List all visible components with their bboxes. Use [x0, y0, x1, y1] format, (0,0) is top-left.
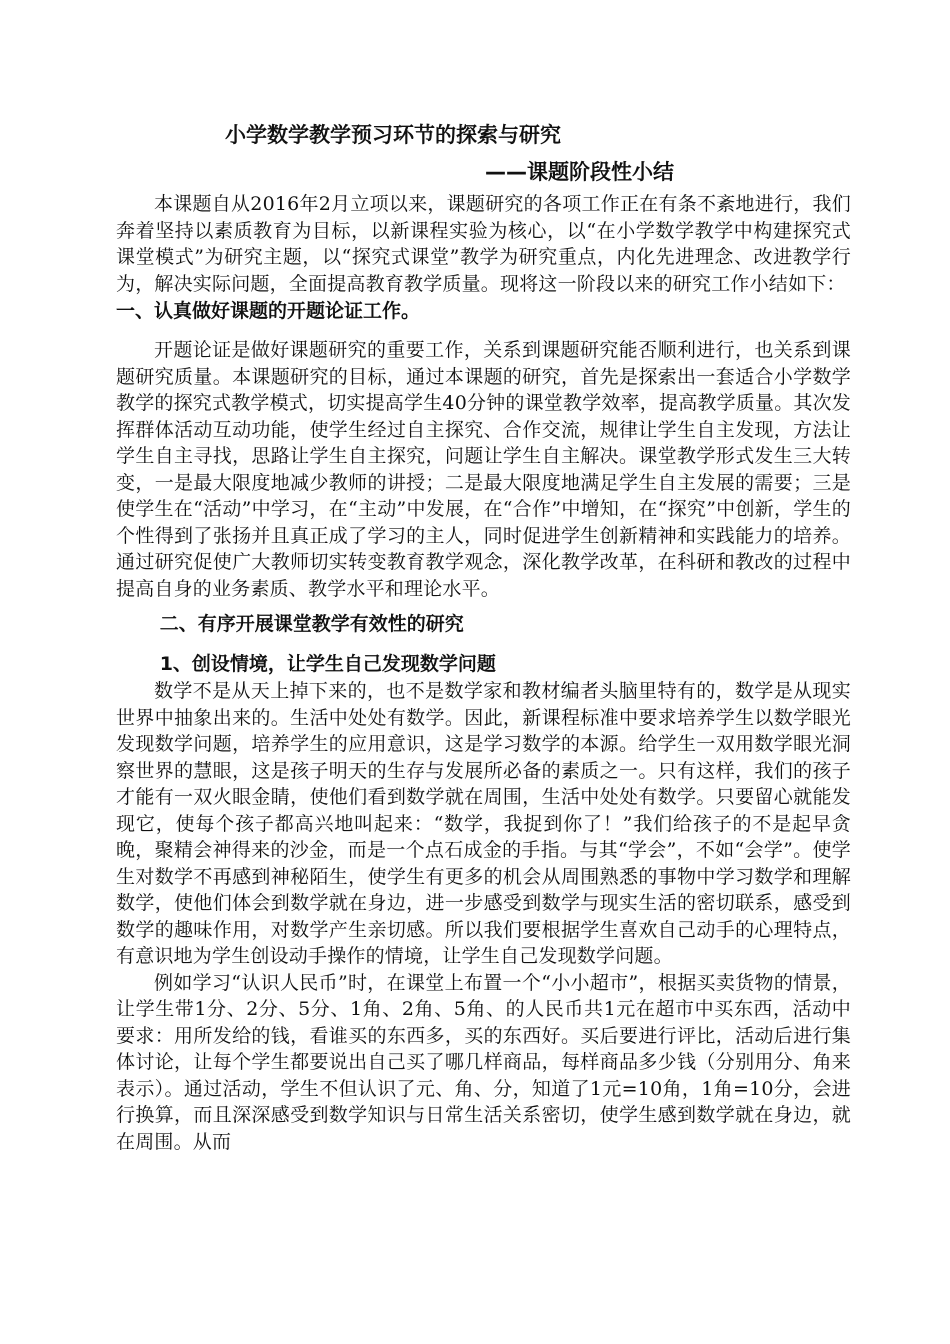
- document-title: 小学数学教学预习环节的探索与研究: [225, 123, 561, 147]
- intro-paragraph: 本课题自从2016年2月立项以来，课题研究的各项工作正在有条不紊地进行，我们奔着坚持以素质教育为目标，以新课程实验为核心，以“在小学数学教学中构建探究式课堂模式”为研究主题，以“探究式课堂”教学为研究重点，内化先进理念、改进教学行为，解决实际问题，全面提高教育教学质量。现将这一阶段以来的研究工作小结如下：: [116, 193, 851, 295]
- document-subtitle: ——课题阶段性小结: [485, 160, 674, 184]
- document-body: [116, 191, 851, 1155]
- subsection-1-paragraph: 数学不是从天上掉下来的，也不是数学家和教材编者头脑里特有的，数学是从现实世界中抽象出来的。生活中处处有数学。因此，新课程标准中要求培养学生以数学眼光发现数学问题，培养学生的应用意识，这是学习数学的本源。给学生一双用数学眼光洞察世界的慧眼，这是孩子明天的生存与发展所必备的素质之一。只有这样，我们的孩子才能有一双火眼金睛，使他们看到数学就在周围，生活中处处有数学。只要留心就能发现它，使每个孩子都高兴地叫起来：“数学，我捉到你了！”我们给孩子的不是起早贪晚，聚精会神得来的沙金，而是一个点石成金的手指。与其“学会”，不如“会学”。使学生对数学不再感到神秘陌生，使学生有更多的机会从周围熟悉的事物中学习数学和理解数学，使他们体会到数学就在身边，进一步感受到数学与现实生活的密切联系，感受到数学的趣味作用，对数学产生亲切感。所以我们要根据学生喜欢自己动手的心理特点，有意识地为学生创设动手操作的情境，让学生自己发现数学问题。: [116, 680, 851, 967]
- section-1-paragraph: 开题论证是做好课题研究的重要工作，关系到课题研究能否顺利进行，也关系到课题研究质量。本课题研究的目标，通过本课题的研究，首先是探索出一套适合小学数学教学的探究式教学模式，切实提高学生40分钟的课堂教学效率，提高教学质量。其次发挥群体活动互动功能，使学生经过自主探究、合作交流，规律让学生自主发现，方法让学生自主寻找，思路让学生自主探究，问题让学生自主解决。课堂教学形式发生三大转变，一是最大限度地减少教师的讲授；二是最大限度地满足学生自主发展的需要；三是使学生在“活动”中学习，在“主动”中发展，在“合作”中增知，在“探究”中创新，学生的个性得到了张扬并且真正成了学习的主人，同时促进学生创新精神和实践能力的培养。通过研究促使广大教师切实转变教育教学观念，深化教学改革，在科研和教改的过程中提高自身的业务素质、教学水平和理论水平。: [116, 339, 851, 600]
- section-1-heading: 一、认真做好课题的开题论证工作。: [116, 300, 421, 322]
- subsection-1-heading: 1、创设情境，让学生自己发现数学问题: [159, 653, 496, 675]
- example-paragraph: 例如学习“认识人民币”时，在课堂上布置一个“小小超市”，根据买卖货物的情景，让学生带1分、2分、5分、1角、2角、5角、的人民币共1元在超市中买东西，活动中要求：用所发给的钱，看谁买的东西多，买的东西好。买后要进行评比，活动后进行集体讨论，让每个学生都要说出自己买了哪几样商品，每样商品多少钱（分别用分、角来表示）。通过活动，学生不但认识了元、角、分，知道了1元=10角，1角=10分，会进行换算，而且深深感受到数学知识与日常生活关系密切，使学生感到数学就在身边，就在周围。从而: [116, 971, 851, 1153]
- section-2-heading: 二、有序开展课堂教学有效性的研究: [159, 613, 464, 635]
